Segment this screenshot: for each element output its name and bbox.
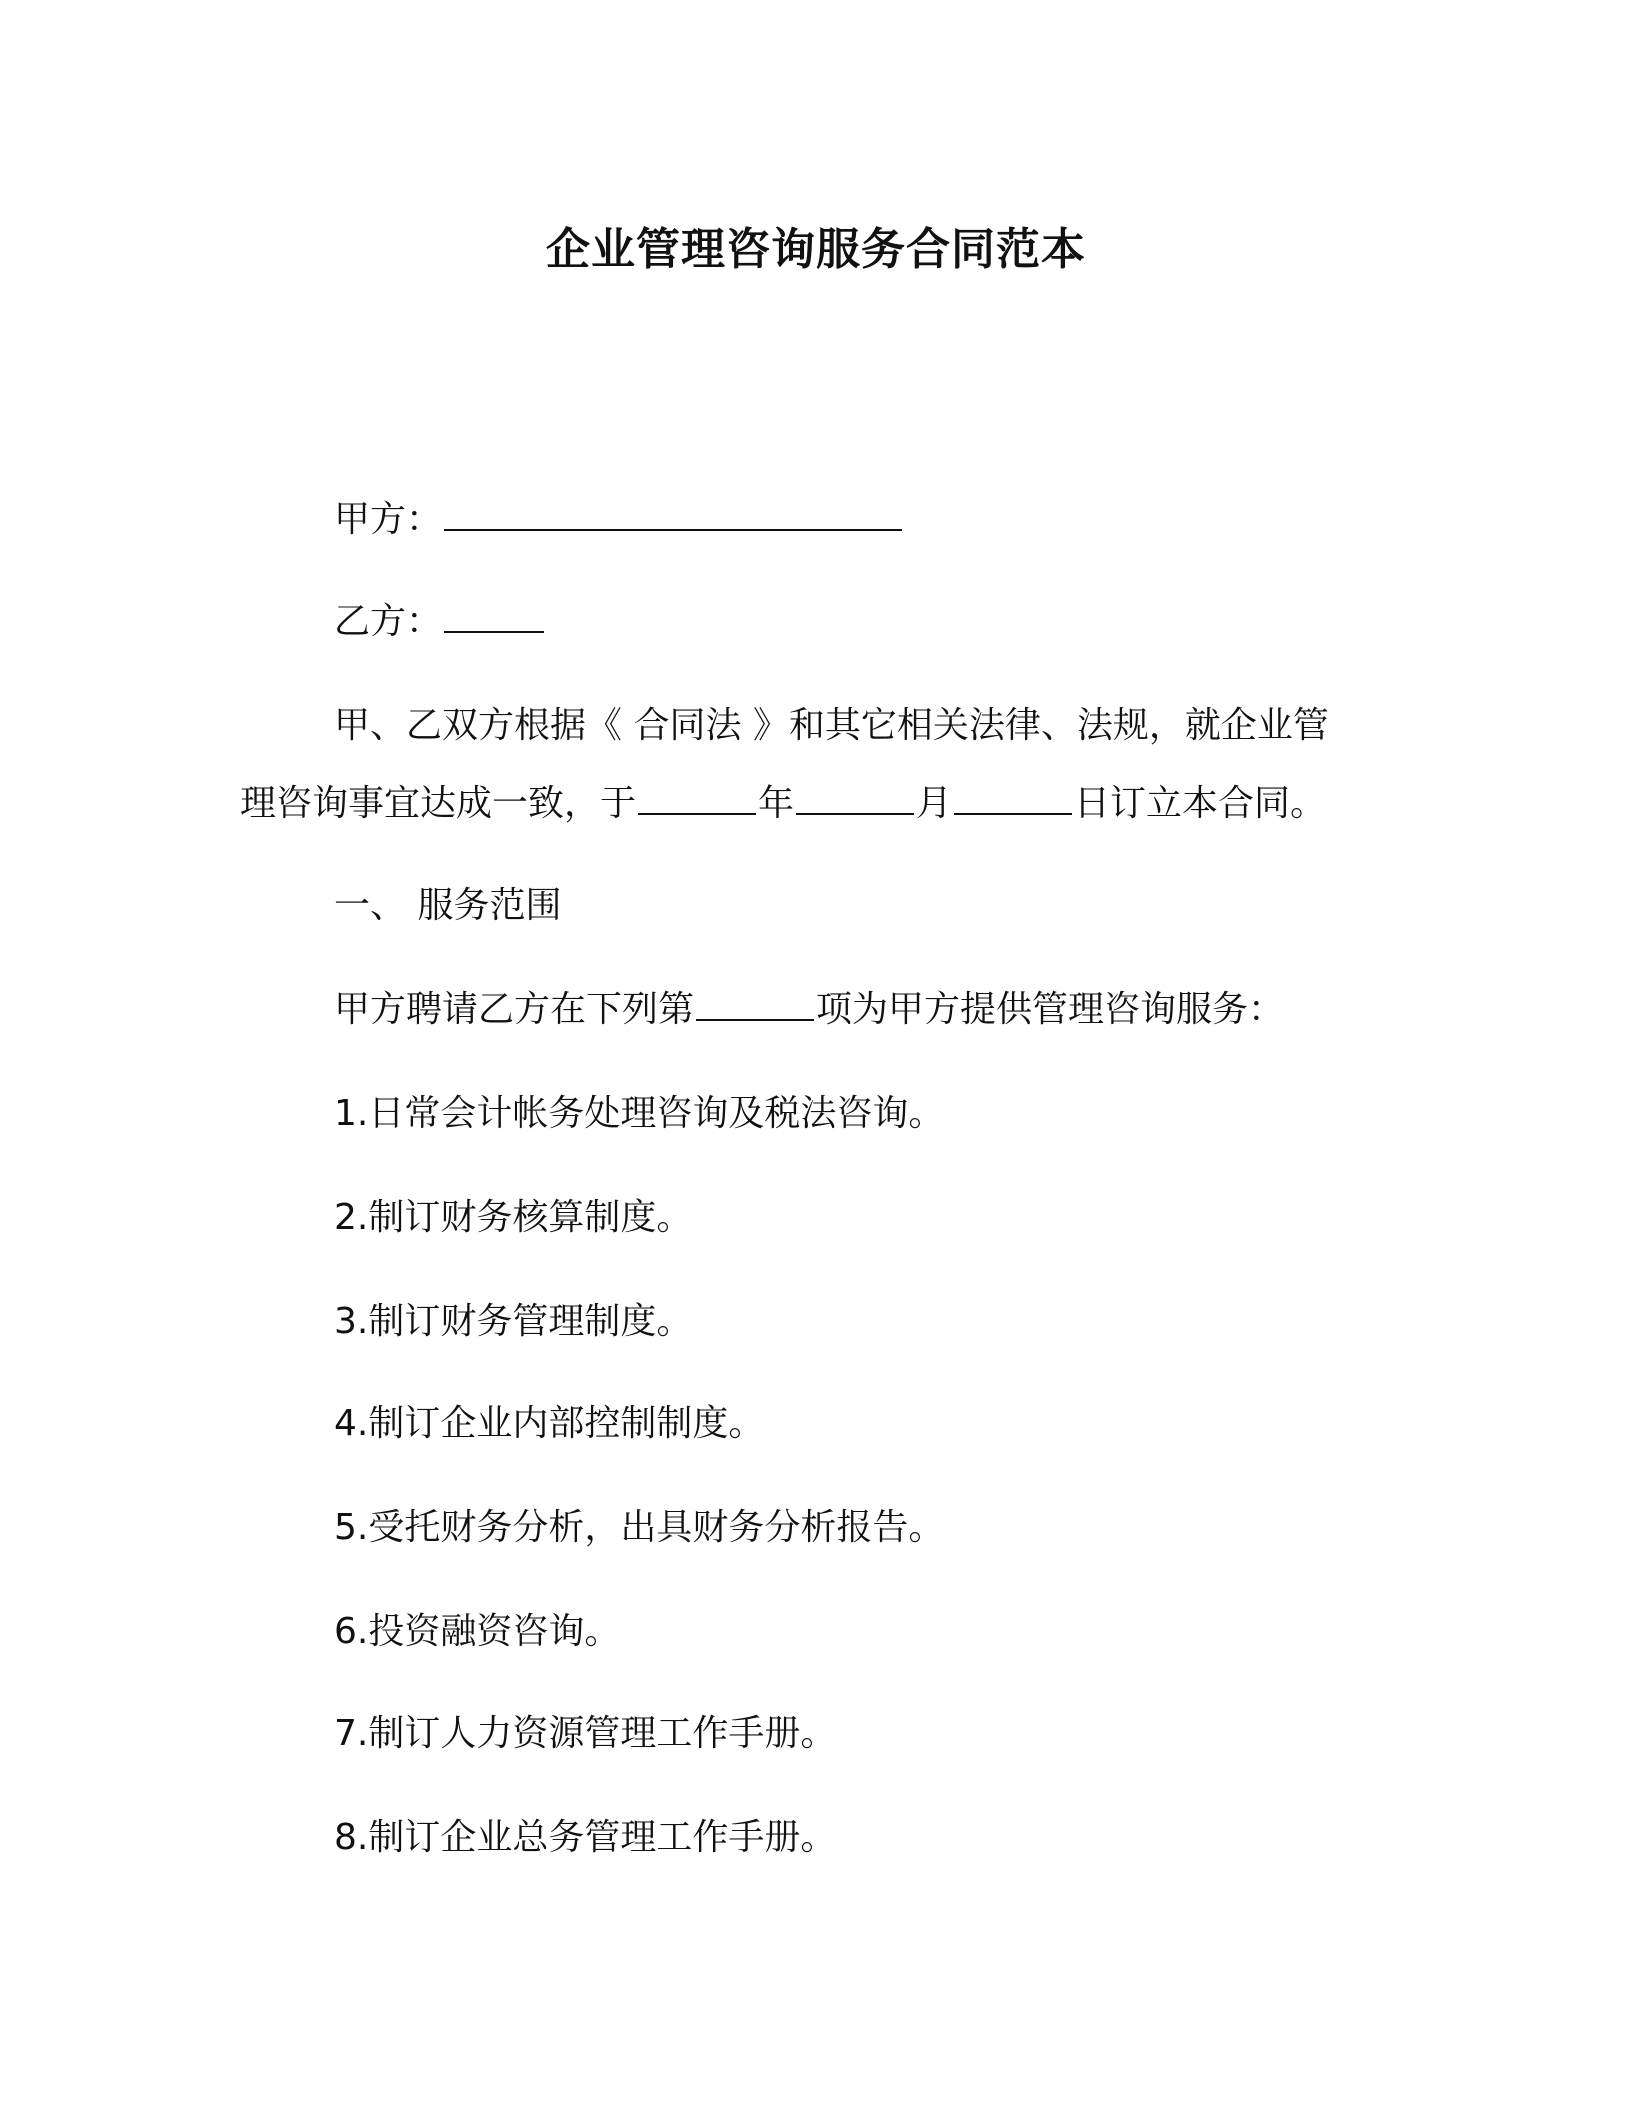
party-a-label: 甲方： [334,499,443,540]
list-item: 1.日常会计帐务处理咨询及税法咨询。 [334,1093,945,1134]
year-blank [638,779,756,815]
party-b-line [334,596,546,648]
list-item: 3.制订财务管理制度。 [334,1301,693,1342]
day-suffix: 日订立本合同。 [1074,783,1327,824]
month-blank [796,779,914,815]
party-b-label: 乙方： [334,601,443,642]
party-b-blank [444,597,544,633]
intro-line-1: 甲、乙双方根据《 合同法 》和其它相关法律、法规，就企业管 [334,705,1329,746]
document-title: 企业管理咨询服务合同范本 [546,224,1086,275]
party-a-line [334,494,904,546]
list-item: 8.制订企业总务管理工作手册。 [334,1817,837,1858]
section-1-heading: 一、 服务范围 [334,885,562,926]
list-item: 5.受托财务分析，出具财务分析报告。 [334,1507,945,1548]
list-item: 7.制订人力资源管理工作手册。 [334,1713,837,1754]
engage-suffix: 项为甲方提供管理咨询服务： [816,989,1285,1030]
intro-line-2 [240,778,1326,830]
engage-prefix: 甲方聘请乙方在下列第 [334,989,695,1030]
intro-line-2-prefix: 理咨询事宜达成一致，于 [240,783,637,824]
engage-line [334,984,1284,1036]
party-a-blank [444,495,902,531]
list-item: 6.投资融资咨询。 [334,1611,621,1652]
day-blank [954,779,1072,815]
list-item: 2.制订财务核算制度。 [334,1197,693,1238]
item-number-blank [696,985,814,1021]
list-item: 4.制订企业内部控制制度。 [334,1403,765,1444]
month-label: 月 [916,783,953,824]
year-label: 年 [758,783,795,824]
